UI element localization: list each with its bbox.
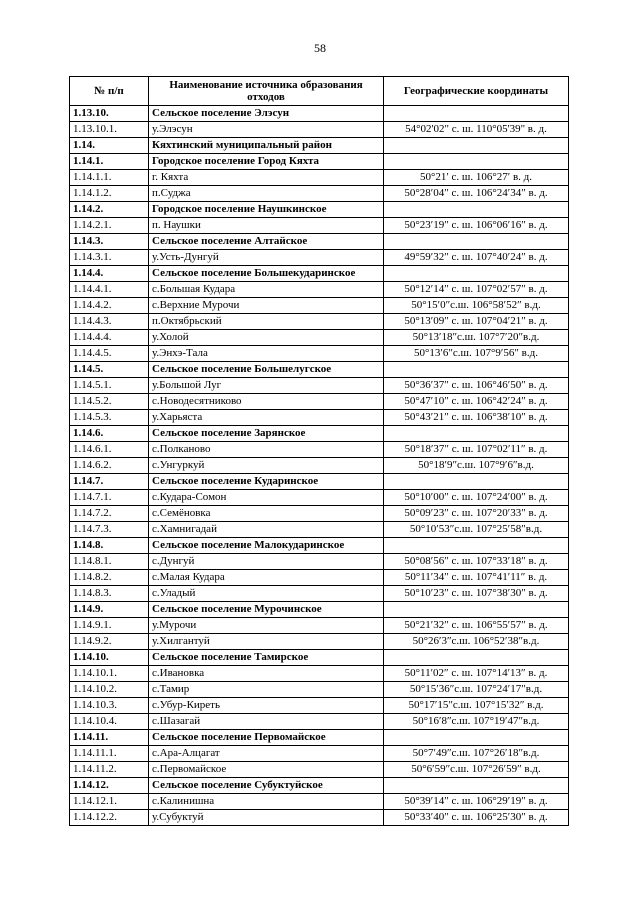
source-name: с.Ара-Алцагат: [149, 746, 384, 762]
page-number: 58: [314, 41, 326, 55]
section-row: [70, 730, 569, 746]
table-row: [70, 314, 569, 330]
table-row: [70, 458, 569, 474]
coordinates: 50°11′02″ с. ш. 107°14′13″ в. д.: [384, 666, 569, 682]
row-number: 1.14.3.: [70, 234, 149, 250]
coordinates: [384, 106, 569, 122]
source-name: с.Кудара-Сомон: [149, 490, 384, 506]
table-row: [70, 490, 569, 506]
source-name: п.Октябрьский: [149, 314, 384, 330]
source-name: с.Верхние Мурочи: [149, 298, 384, 314]
waste-sources-table: [69, 76, 569, 826]
source-name: Сельское поселение Мурочинское: [149, 602, 384, 618]
row-number: 1.14.4.4.: [70, 330, 149, 346]
coordinates: [384, 266, 569, 282]
source-name: Городское поселение Наушкинское: [149, 202, 384, 218]
coordinates: [384, 650, 569, 666]
section-row: [70, 202, 569, 218]
source-name: Сельское поселение Алтайское: [149, 234, 384, 250]
table-row: [70, 378, 569, 394]
coordinates: 50°26′3″с.ш. 106°52′38″в.д.: [384, 634, 569, 650]
source-name: Сельское поселение Большелугское: [149, 362, 384, 378]
coordinates: 50°15′36″с.ш. 107°24′17″в.д.: [384, 682, 569, 698]
row-number: 1.14.5.: [70, 362, 149, 378]
section-row: [70, 234, 569, 250]
section-row: [70, 538, 569, 554]
source-name: у.Холой: [149, 330, 384, 346]
coordinates: 50°33′40″ с. ш. 106°25′30″ в. д.: [384, 810, 569, 826]
row-number: 1.14.7.3.: [70, 522, 149, 538]
coordinates: 50°28′04″ с. ш. 106°24′34″ в. д.: [384, 186, 569, 202]
source-name: у.Харьяста: [149, 410, 384, 426]
row-number: 1.14.9.1.: [70, 618, 149, 634]
table-row: [70, 746, 569, 762]
row-number: 1.14.1.1.: [70, 170, 149, 186]
table-row: [70, 346, 569, 362]
row-number: 1.14.1.2.: [70, 186, 149, 202]
row-number: 1.14.4.: [70, 266, 149, 282]
source-name: с.Первомайское: [149, 762, 384, 778]
table-row: [70, 250, 569, 266]
source-name: с.Убур-Киреть: [149, 698, 384, 714]
row-number: 1.14.9.: [70, 602, 149, 618]
source-name: с.Калинишна: [149, 794, 384, 810]
row-number: 1.14.: [70, 138, 149, 154]
table-row: [70, 618, 569, 634]
section-row: [70, 138, 569, 154]
source-name: у.Усть-Дунгуй: [149, 250, 384, 266]
row-number: 1.14.7.1.: [70, 490, 149, 506]
section-row: [70, 362, 569, 378]
row-number: 1.14.5.3.: [70, 410, 149, 426]
header-coordinates: Географические координаты: [384, 77, 569, 106]
source-name: Сельское поселение Малокударинское: [149, 538, 384, 554]
section-row: [70, 426, 569, 442]
coordinates: 50°39′14″ с. ш. 106°29′19″ в. д.: [384, 794, 569, 810]
row-number: 1.14.12.: [70, 778, 149, 794]
table-row: [70, 570, 569, 586]
table-row: [70, 698, 569, 714]
coordinates: [384, 362, 569, 378]
table-row: [70, 554, 569, 570]
header-number: № п/п: [70, 77, 149, 106]
coordinates: [384, 778, 569, 794]
source-name: с.Семёновка: [149, 506, 384, 522]
header-source-name: Наименование источника образования отходов: [149, 77, 384, 106]
coordinates: [384, 138, 569, 154]
source-name: с.Ивановка: [149, 666, 384, 682]
row-number: 1.14.2.: [70, 202, 149, 218]
section-row: [70, 106, 569, 122]
table-row: [70, 794, 569, 810]
row-number: 1.14.11.2.: [70, 762, 149, 778]
coordinates: 50°11′34″ с. ш. 107°41′11″ в. д.: [384, 570, 569, 586]
row-number: 1.14.10.2.: [70, 682, 149, 698]
source-name: п.Суджа: [149, 186, 384, 202]
source-name: у.Большой Луг: [149, 378, 384, 394]
row-number: 1.14.8.2.: [70, 570, 149, 586]
row-number: 1.14.10.1.: [70, 666, 149, 682]
row-number: 1.14.3.1.: [70, 250, 149, 266]
table-row: [70, 634, 569, 650]
row-number: 1.14.12.2.: [70, 810, 149, 826]
coordinates: [384, 234, 569, 250]
coordinates: [384, 154, 569, 170]
row-number: 1.13.10.1.: [70, 122, 149, 138]
table-row: [70, 186, 569, 202]
table-row: [70, 218, 569, 234]
coordinates: 50°09′23″ с. ш. 107°20′33″ в. д.: [384, 506, 569, 522]
table-row: [70, 506, 569, 522]
source-name: Городское поселение Город Кяхта: [149, 154, 384, 170]
coordinates: [384, 538, 569, 554]
coordinates: 50°10′23″ с. ш. 107°38′30″ в. д.: [384, 586, 569, 602]
source-name: Сельское поселение Элэсун: [149, 106, 384, 122]
table-row: [70, 282, 569, 298]
row-number: 1.14.1.: [70, 154, 149, 170]
table-row: [70, 682, 569, 698]
source-name: с.Малая Кудара: [149, 570, 384, 586]
section-row: [70, 650, 569, 666]
source-name: п. Наушки: [149, 218, 384, 234]
row-number: 1.14.7.: [70, 474, 149, 490]
source-name: Сельское поселение Тамирское: [149, 650, 384, 666]
coordinates: [384, 730, 569, 746]
row-number: 1.14.8.3.: [70, 586, 149, 602]
section-row: [70, 266, 569, 282]
table-header-row: [70, 77, 569, 106]
coordinates: [384, 202, 569, 218]
coordinates: [384, 426, 569, 442]
row-number: 1.14.5.1.: [70, 378, 149, 394]
table-row: [70, 522, 569, 538]
source-name: Сельское поселение Зарянское: [149, 426, 384, 442]
table-row: [70, 442, 569, 458]
table-row: [70, 410, 569, 426]
coordinates: 50°15′0″с.ш. 106°58′52″ в.д.: [384, 298, 569, 314]
table-row: [70, 394, 569, 410]
row-number: 1.14.6.: [70, 426, 149, 442]
coordinates: [384, 602, 569, 618]
coordinates: 50°10′00″ с. ш. 107°24′00″ в. д.: [384, 490, 569, 506]
source-name: Сельское поселение Субуктуйское: [149, 778, 384, 794]
coordinates: [384, 474, 569, 490]
row-number: 1.14.4.3.: [70, 314, 149, 330]
source-name: у.Элэсун: [149, 122, 384, 138]
table-row: [70, 298, 569, 314]
coordinates: 50°47′10″ с. ш. 106°42′24″ в. д.: [384, 394, 569, 410]
row-number: 1.14.12.1.: [70, 794, 149, 810]
row-number: 1.14.7.2.: [70, 506, 149, 522]
coordinates: 50°17′15″с.ш. 107°15′32″ в.д.: [384, 698, 569, 714]
source-name: с.Уладый: [149, 586, 384, 602]
coordinates: 50°13′18″с.ш. 107°7′20″в.д.: [384, 330, 569, 346]
table-row: [70, 330, 569, 346]
table-row: [70, 762, 569, 778]
coordinates: 50°7′49″с.ш. 107°26′18″в.д.: [384, 746, 569, 762]
source-name: с.Новодесятниково: [149, 394, 384, 410]
table-row: [70, 170, 569, 186]
row-number: 1.14.8.1.: [70, 554, 149, 570]
row-number: 1.14.10.3.: [70, 698, 149, 714]
coordinates: 50°13′09″ с. ш. 107°04′21″ в. д.: [384, 314, 569, 330]
source-name: с.Дунгуй: [149, 554, 384, 570]
row-number: 1.14.4.5.: [70, 346, 149, 362]
table-row: [70, 714, 569, 730]
table-row: [70, 666, 569, 682]
row-number: 1.14.6.2.: [70, 458, 149, 474]
coordinates: 50°6′59″с.ш. 107°26′59″ в.д.: [384, 762, 569, 778]
coordinates: 50°10′53″с.ш. 107°25′58″в.д.: [384, 522, 569, 538]
source-name: с.Полканово: [149, 442, 384, 458]
coordinates: 50°13′6″с.ш. 107°9′56″ в.д.: [384, 346, 569, 362]
source-name: Сельское поселение Большекударинское: [149, 266, 384, 282]
coordinates: 50°16′8″с.ш. 107°19′47″в.д.: [384, 714, 569, 730]
table-row: [70, 810, 569, 826]
coordinates: 49°59′32″ с. ш. 107°40′24″ в. д.: [384, 250, 569, 266]
source-name: Сельское поселение Первомайское: [149, 730, 384, 746]
source-name: с.Хамнигадай: [149, 522, 384, 538]
row-number: 1.14.6.1.: [70, 442, 149, 458]
row-number: 1.14.11.1.: [70, 746, 149, 762]
section-row: [70, 474, 569, 490]
coordinates: 50°08′56″ с. ш. 107°33′18″ в. д.: [384, 554, 569, 570]
source-name: у.Энхэ-Тала: [149, 346, 384, 362]
row-number: 1.14.10.4.: [70, 714, 149, 730]
source-name: у.Хилгантуй: [149, 634, 384, 650]
coordinates: 50°18′9″с.ш. 107°9′6″в.д.: [384, 458, 569, 474]
source-name: Сельское поселение Кударинское: [149, 474, 384, 490]
coordinates: 54°02'02" с. ш. 110°05'39" в. д.: [384, 122, 569, 138]
row-number: 1.14.9.2.: [70, 634, 149, 650]
section-row: [70, 778, 569, 794]
table-row: [70, 586, 569, 602]
source-name: у.Субуктуй: [149, 810, 384, 826]
source-name: с.Тамир: [149, 682, 384, 698]
coordinates: 50°21′ с. ш. 106°27′ в. д.: [384, 170, 569, 186]
source-name: у.Мурочи: [149, 618, 384, 634]
row-number: 1.14.4.2.: [70, 298, 149, 314]
coordinates: 50°36′37″ с. ш. 106°46′50″ в. д.: [384, 378, 569, 394]
row-number: 1.14.10.: [70, 650, 149, 666]
source-name: Кяхтинский муниципальный район: [149, 138, 384, 154]
row-number: 1.14.8.: [70, 538, 149, 554]
coordinates: 50°43′21″ с. ш. 106°38′10″ в. д.: [384, 410, 569, 426]
row-number: 1.14.11.: [70, 730, 149, 746]
table-row: [70, 122, 569, 138]
coordinates: 50°21′32″ с. ш. 106°55′57″ в. д.: [384, 618, 569, 634]
source-name: с.Шазагай: [149, 714, 384, 730]
section-row: [70, 602, 569, 618]
coordinates: 50°23′19″ с. ш. 106°06′16″ в. д.: [384, 218, 569, 234]
source-name: с.Большая Кудара: [149, 282, 384, 298]
row-number: 1.14.2.1.: [70, 218, 149, 234]
row-number: 1.13.10.: [70, 106, 149, 122]
row-number: 1.14.5.2.: [70, 394, 149, 410]
row-number: 1.14.4.1.: [70, 282, 149, 298]
source-name: г. Кяхта: [149, 170, 384, 186]
source-name: с.Унгуркуй: [149, 458, 384, 474]
coordinates: 50°12′14″ с. ш. 107°02′57″ в. д.: [384, 282, 569, 298]
coordinates: 50°18′37″ с. ш. 107°02′11″ в. д.: [384, 442, 569, 458]
table-body: [70, 106, 569, 826]
section-row: [70, 154, 569, 170]
